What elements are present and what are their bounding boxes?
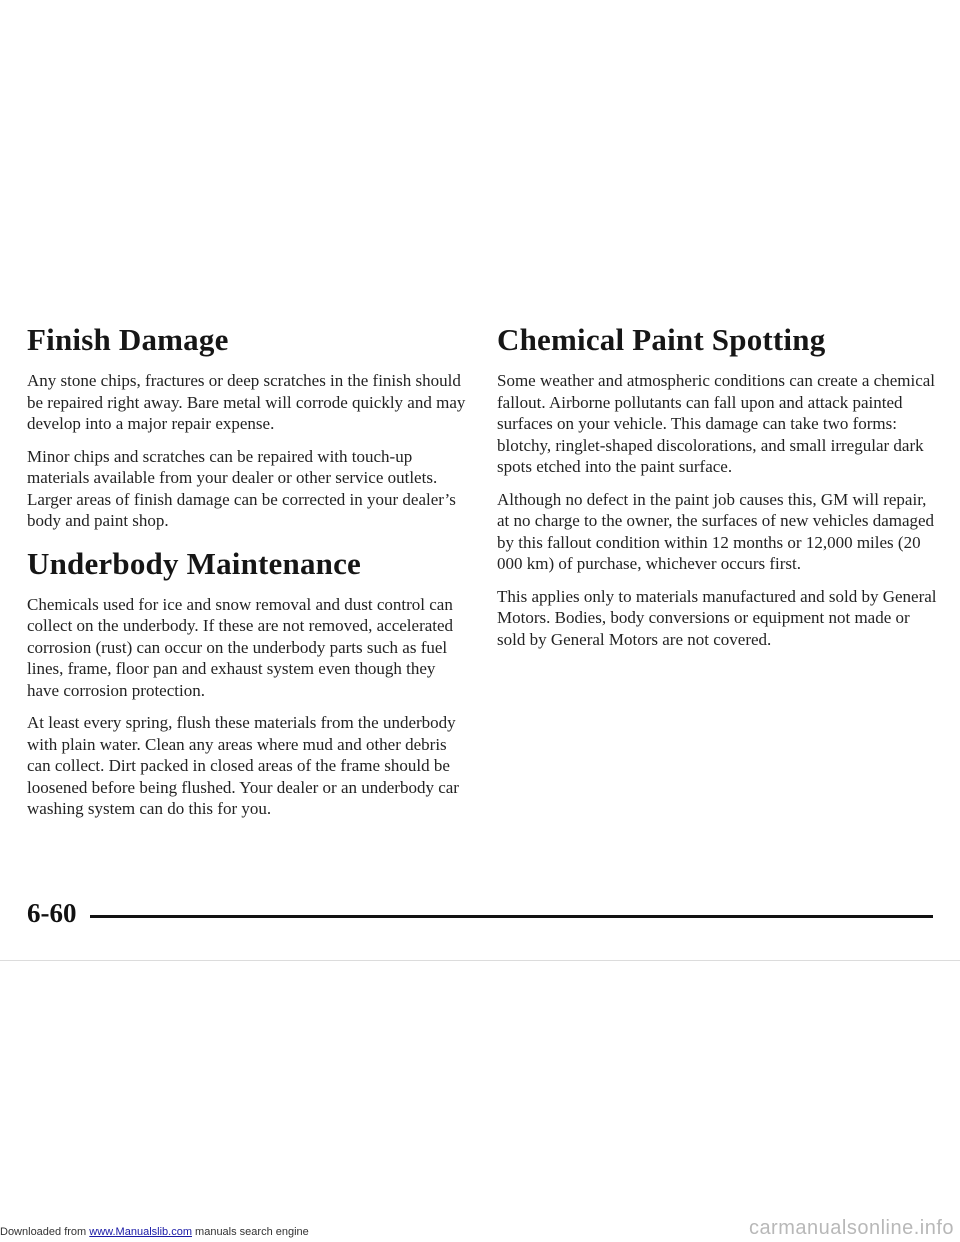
site-watermark: carmanualsonline.info [748, 1217, 954, 1239]
chemical-paint-paragraph-3: This applies only to materials manufactured and sold by General Motors. Bodies, body conversions or equipment not made or sold by General Motors are not covered. [497, 586, 937, 649]
right-column [497, 322, 937, 661]
finish-damage-heading: Finish Damage [27, 322, 229, 357]
underbody-paragraph-2: At least every spring, flush these materials from the underbody with plain water. Clean any areas where mud and other debris can collect. Dirt packed in closed areas of the frame should be loosened before being flushed. Your dealer or an underbody car washing system can do this for you. [27, 713, 459, 818]
download-watermark [0, 1226, 309, 1238]
watermark-prefix: Downloaded from [0, 1226, 90, 1238]
underbody-maintenance-section [27, 546, 467, 820]
finish-damage-section [27, 322, 467, 532]
left-column [27, 322, 467, 831]
manualslib-link[interactable]: www.Manualslib.com [89, 1226, 192, 1238]
finish-damage-paragraph-1: Any stone chips, fractures or deep scratches in the finish should be repaired right away. Bare metal will corrode quickly and may develop into a major repair expense. [27, 371, 466, 433]
underbody-paragraph-1: Chemicals used for ice and snow removal and dust control can collect on the underbody. If these are not removed, accelerated corrosion (rust) can occur on the underbody parts such as fuel lines, frame, floor pan and exhaust system even though they have corrosion protection. [27, 594, 454, 700]
chemical-paint-paragraph-2: Although no defect in the paint job causes this, GM will repair, at no charge to the owner, the surfaces of new vehicles damaged by this fallout condition within 12 months or 12,000 miles (20 000 km) of purchase, whichever occurs first. [497, 489, 935, 573]
chemical-paint-paragraph-1: Some weather and atmospheric conditions can create a chemical fallout. Airborne pollutants can fall upon and attack painted surfaces on your vehicle. This damage can take two forms: blotchy, ringlet-shaped discolorations, and small irregular dark spots etched into the paint surface. [497, 371, 936, 476]
underbody-maintenance-heading: Underbody Maintenance [27, 545, 362, 581]
chemical-paint-spotting-section [497, 322, 937, 650]
finish-damage-paragraph-2: Minor chips and scratches can be repaired with touch-up materials available from your dealer or other service outlets. Larger areas of finish damage can be corrected in your dealer’s body and paint shop. [27, 446, 456, 530]
scan-divider [0, 960, 960, 961]
page-number: 6-60 [27, 898, 77, 928]
watermark-suffix: manuals search engine [191, 1226, 309, 1238]
chemical-paint-spotting-heading: Chemical Paint Spotting [497, 322, 826, 357]
footer-rule [90, 915, 933, 918]
